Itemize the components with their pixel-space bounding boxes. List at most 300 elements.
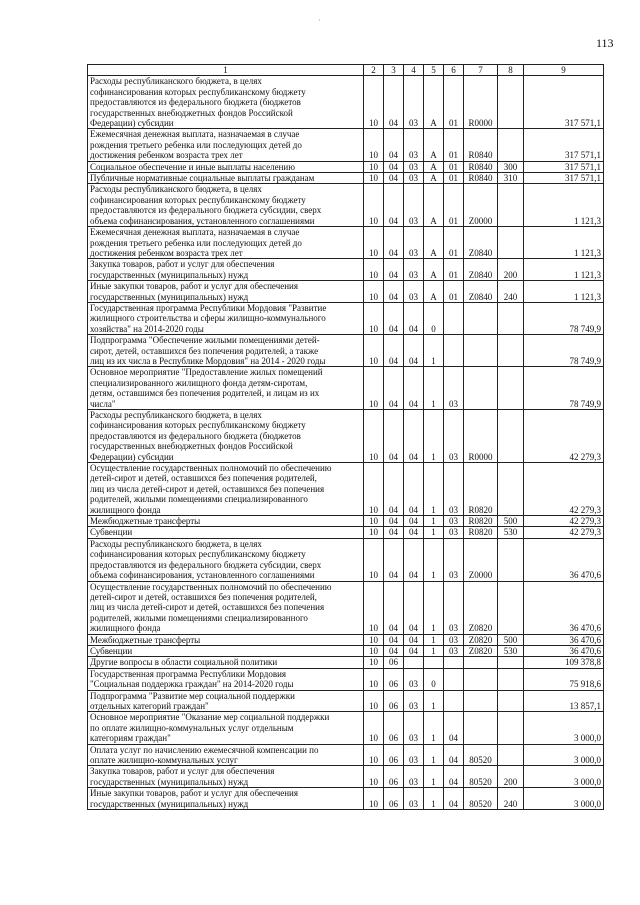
description-line: достижения ребенком возраста трех лет	[90, 247, 243, 258]
description-line: софинансирования которых республиканскому бюджету	[90, 549, 306, 560]
description-line: государственных (муниципальных) нужд	[90, 776, 249, 787]
direction-code: Z0840	[464, 281, 498, 303]
row-description	[88, 76, 364, 129]
description-line: софинансирования которых республиканскому бюджету	[90, 420, 306, 431]
event-code: 03	[444, 645, 464, 656]
direction-code	[464, 302, 498, 334]
description-line: "Социальная поддержка граждан" на 2014-2020 годы	[90, 679, 294, 690]
description-line: жилищного фонда	[90, 623, 161, 634]
direction-code: R0820	[464, 516, 498, 527]
event-code: 01	[444, 184, 464, 227]
subprogram-code: 1	[424, 410, 444, 463]
description-line: Осуществление государственных полномочий по обеспечению	[90, 463, 332, 474]
program-code: 03	[404, 281, 424, 303]
table-row	[88, 657, 604, 668]
direction-code	[464, 367, 498, 410]
subsection-code: 06	[384, 668, 404, 690]
direction-code: Z0840	[464, 259, 498, 281]
direction-code	[464, 668, 498, 690]
amount: 75 918,6	[524, 668, 604, 690]
row-description	[88, 690, 364, 712]
subsection-code: 06	[384, 657, 404, 668]
subprogram-code: А	[424, 184, 444, 227]
event-code: 03	[444, 634, 464, 645]
description-line: рождения третьего ребенка или последующих детей до	[90, 139, 302, 150]
description-line: детей-сирот и детей, оставшихся без попечения родителей,	[90, 591, 317, 602]
event-code: 01	[444, 76, 464, 129]
row-description	[88, 538, 364, 581]
section-code: 10	[364, 335, 384, 367]
section-code: 10	[364, 173, 384, 184]
description-line: отдельных категорий граждан"	[90, 700, 209, 711]
expense-type-code: 500	[498, 516, 524, 527]
subsection-code: 04	[384, 463, 404, 516]
event-code: 03	[444, 581, 464, 634]
expense-type-code	[498, 227, 524, 259]
amount: 42 279,3	[524, 516, 604, 527]
direction-code: Z0000	[464, 184, 498, 227]
description-line: жилищного фонда	[90, 504, 161, 515]
subsection-code: 06	[384, 788, 404, 810]
event-code: 03	[444, 367, 464, 410]
expense-type-code	[498, 129, 524, 161]
description-line: Другие вопросы в области социальной политики	[90, 657, 278, 668]
table-row	[88, 744, 604, 766]
direction-code: 80520	[464, 766, 498, 788]
description-line: предоставляются из федерального бюджета (бюджетов	[90, 97, 301, 108]
direction-code: R0000	[464, 76, 498, 129]
table-row	[88, 76, 604, 129]
expense-type-code	[498, 581, 524, 634]
table-row	[88, 129, 604, 161]
section-code: 10	[364, 581, 384, 634]
section-code: 10	[364, 161, 384, 172]
description-line: Расходы республиканского бюджета, в целях	[90, 184, 262, 195]
description-line: Расходы республиканского бюджета, в целях	[90, 76, 262, 87]
program-code: 03	[404, 788, 424, 810]
description-line: числа"	[90, 398, 116, 409]
row-description	[88, 227, 364, 259]
program-code: 04	[404, 527, 424, 538]
description-line: категориям граждан"	[90, 733, 171, 744]
description-line: Субвенции	[90, 645, 133, 656]
event-code: 01	[444, 161, 464, 172]
subprogram-code: 1	[424, 788, 444, 810]
description-line: жилищного строительства и сферы жилищно-коммунального	[90, 313, 326, 324]
event-code	[444, 668, 464, 690]
expense-type-code: 200	[498, 766, 524, 788]
header-cell: 7	[464, 65, 498, 76]
amount: 317 571,1	[524, 173, 604, 184]
subprogram-code: 1	[424, 645, 444, 656]
table-row	[88, 538, 604, 581]
table-row	[88, 335, 604, 367]
program-code: 03	[404, 766, 424, 788]
row-description	[88, 634, 364, 645]
row-description	[88, 161, 364, 172]
amount: 78 749,9	[524, 367, 604, 410]
subsection-code: 04	[384, 527, 404, 538]
table-row	[88, 184, 604, 227]
description-line: родителей, жилыми помещениями специализированного	[90, 494, 308, 505]
program-code: 03	[404, 161, 424, 172]
section-code: 10	[364, 690, 384, 712]
section-code: 10	[364, 259, 384, 281]
description-line: Ежемесячная денежная выплата, назначаемая в случае	[90, 129, 300, 140]
amount: 36 470,6	[524, 538, 604, 581]
program-code: 03	[404, 129, 424, 161]
subprogram-code: А	[424, 259, 444, 281]
row-description	[88, 463, 364, 516]
table-row	[88, 227, 604, 259]
expense-type-code	[498, 335, 524, 367]
subsection-code: 04	[384, 259, 404, 281]
description-line: Подпрограмма "Развитие мер социальной поддержки	[90, 690, 295, 701]
table-row	[88, 766, 604, 788]
subsection-code: 06	[384, 690, 404, 712]
program-code: 04	[404, 302, 424, 334]
row-description	[88, 668, 364, 690]
section-code: 10	[364, 367, 384, 410]
description-line: детей-сирот и детей, оставшихся без попечения родителей,	[90, 473, 317, 484]
subsection-code: 04	[384, 410, 404, 463]
subsection-code: 06	[384, 744, 404, 766]
row-description	[88, 645, 364, 656]
direction-code: Z0840	[464, 227, 498, 259]
table-row	[88, 788, 604, 810]
event-code: 01	[444, 129, 464, 161]
section-code: 10	[364, 281, 384, 303]
table-row	[88, 581, 604, 634]
program-code: 04	[404, 516, 424, 527]
row-description	[88, 766, 364, 788]
direction-code: R0820	[464, 463, 498, 516]
table-row	[88, 645, 604, 656]
amount: 42 279,3	[524, 463, 604, 516]
expense-type-code	[498, 410, 524, 463]
direction-code: R0840	[464, 161, 498, 172]
amount: 36 470,6	[524, 634, 604, 645]
subprogram-code: А	[424, 161, 444, 172]
direction-code: R0820	[464, 527, 498, 538]
subsection-code: 04	[384, 281, 404, 303]
subprogram-code: 1	[424, 463, 444, 516]
subprogram-code: 1	[424, 712, 444, 744]
description-line: государственных (муниципальных) нужд	[90, 291, 249, 302]
program-code: 04	[404, 634, 424, 645]
direction-code: R0840	[464, 173, 498, 184]
event-code: 03	[444, 516, 464, 527]
page-number: 113	[596, 36, 614, 50]
section-code: 10	[364, 766, 384, 788]
subsection-code: 04	[384, 516, 404, 527]
row-description	[88, 581, 364, 634]
event-code: 04	[444, 712, 464, 744]
row-description	[88, 302, 364, 334]
description-line: лиц из их числа в Республике Мордовия" на 2014 - 2020 годы	[90, 355, 326, 366]
description-line: Закупка товаров, работ и услуг для обеспечения	[90, 766, 275, 777]
description-line: Государственная программа Республики Мордовия	[90, 668, 287, 679]
event-code: 04	[444, 766, 464, 788]
description-line: Межбюджетные трансферты	[90, 634, 201, 645]
description-line: Иные закупки товаров, работ и услуг для обеспечения	[90, 281, 298, 292]
row-description	[88, 744, 364, 766]
subprogram-code: А	[424, 173, 444, 184]
subsection-code: 04	[384, 227, 404, 259]
direction-code: R0840	[464, 129, 498, 161]
program-code: 03	[404, 76, 424, 129]
description-line: Закупка товаров, работ и услуг для обеспечения	[90, 259, 275, 270]
description-line: Межбюджетные трансферты	[90, 516, 201, 527]
event-code: 04	[444, 744, 464, 766]
subsection-code: 04	[384, 335, 404, 367]
amount: 3 000,0	[524, 744, 604, 766]
subprogram-code: 1	[424, 538, 444, 581]
program-code: 03	[404, 259, 424, 281]
direction-code: 80520	[464, 788, 498, 810]
expense-type-code: 530	[498, 645, 524, 656]
section-code: 10	[364, 410, 384, 463]
row-description	[88, 527, 364, 538]
table-row	[88, 527, 604, 538]
table-row	[88, 367, 604, 410]
section-code: 10	[364, 463, 384, 516]
expense-type-code	[498, 657, 524, 668]
event-code: 03	[444, 527, 464, 538]
row-description	[88, 129, 364, 161]
subsection-code: 04	[384, 76, 404, 129]
row-description	[88, 335, 364, 367]
subsection-code: 04	[384, 302, 404, 334]
direction-code: Z0820	[464, 581, 498, 634]
amount: 78 749,9	[524, 335, 604, 367]
amount: 3 000,0	[524, 788, 604, 810]
description-line: государственных (муниципальных) нужд	[90, 798, 249, 809]
program-code: 04	[404, 645, 424, 656]
row-description	[88, 367, 364, 410]
direction-code: Z0820	[464, 645, 498, 656]
event-code	[444, 302, 464, 334]
table-row	[88, 690, 604, 712]
description-line: государственных (муниципальных) нужд	[90, 269, 249, 280]
direction-code	[464, 690, 498, 712]
expense-type-code: 500	[498, 634, 524, 645]
subprogram-code: 1	[424, 516, 444, 527]
description-line: предоставляются из федерального бюджета субсидии, сверх	[90, 559, 322, 570]
description-line: Федерации) субсидии	[90, 451, 174, 462]
expense-type-code	[498, 367, 524, 410]
subsection-code: 04	[384, 634, 404, 645]
description-line: Государственная программа Республики Мордовия "Развитие	[90, 302, 327, 313]
direction-code: Z0000	[464, 538, 498, 581]
subprogram-code	[424, 657, 444, 668]
subprogram-code: 1	[424, 581, 444, 634]
subsection-code: 06	[384, 766, 404, 788]
section-code: 10	[364, 645, 384, 656]
description-line: хозяйства" на 2014-2020 годы	[90, 323, 204, 334]
description-line: государственных внебюджетных фондов Российской	[90, 441, 293, 452]
amount: 42 279,3	[524, 410, 604, 463]
row-description	[88, 410, 364, 463]
description-line: специализированного жилищного фонда детям-сиротам,	[90, 377, 308, 388]
subprogram-code: 1	[424, 527, 444, 538]
subprogram-code: 1	[424, 766, 444, 788]
amount: 3 000,0	[524, 766, 604, 788]
row-description	[88, 259, 364, 281]
description-line: Основное мероприятие "Оказание мер социальной поддержки	[90, 712, 330, 723]
event-code: 04	[444, 788, 464, 810]
subsection-code: 04	[384, 184, 404, 227]
subsection-code: 04	[384, 129, 404, 161]
section-code: 10	[364, 302, 384, 334]
event-code: 01	[444, 259, 464, 281]
description-line: предоставляются из федерального бюджета субсидии, сверх	[90, 205, 322, 216]
section-code: 10	[364, 129, 384, 161]
scan-mark: ·	[318, 16, 321, 25]
description-line: Расходы республиканского бюджета, в целях	[90, 538, 262, 549]
section-code: 10	[364, 712, 384, 744]
row-description	[88, 516, 364, 527]
program-code: 04	[404, 410, 424, 463]
description-line: Публичные нормативные социальные выплаты гражданам	[90, 173, 315, 184]
program-code: 04	[404, 335, 424, 367]
table-row	[88, 712, 604, 744]
event-code: 03	[444, 463, 464, 516]
row-description	[88, 281, 364, 303]
description-line: Основное мероприятие "Предоставление жилых помещений	[90, 367, 323, 378]
table-body	[88, 76, 604, 810]
program-code: 03	[404, 227, 424, 259]
amount: 1 121,3	[524, 227, 604, 259]
row-description	[88, 657, 364, 668]
budget-table	[87, 64, 604, 810]
program-code: 03	[404, 173, 424, 184]
program-code: 04	[404, 538, 424, 581]
expense-type-code: 240	[498, 281, 524, 303]
direction-code: Z0820	[464, 634, 498, 645]
amount: 42 279,3	[524, 527, 604, 538]
header-cell: 2	[364, 65, 384, 76]
subprogram-code: 1	[424, 634, 444, 645]
description-line: лиц из числа детей-сирот и детей, оставшихся без попечения	[90, 602, 325, 613]
subsection-code: 06	[384, 712, 404, 744]
description-line: Подпрограмма "Обеспечение жилыми помещениями детей-	[90, 335, 320, 346]
section-code: 10	[364, 744, 384, 766]
expense-type-code: 300	[498, 161, 524, 172]
amount: 1 121,3	[524, 184, 604, 227]
table-row	[88, 161, 604, 172]
subprogram-code: 1	[424, 744, 444, 766]
section-code: 10	[364, 227, 384, 259]
description-line: рождения третьего ребенка или последующих детей до	[90, 237, 302, 248]
program-code: 04	[404, 581, 424, 634]
direction-code	[464, 335, 498, 367]
event-code: 03	[444, 410, 464, 463]
table-row	[88, 259, 604, 281]
table-row	[88, 668, 604, 690]
amount: 1 121,3	[524, 281, 604, 303]
subsection-code: 04	[384, 645, 404, 656]
description-line: Ежемесячная денежная выплата, назначаемая в случае	[90, 227, 300, 238]
subprogram-code: 0	[424, 302, 444, 334]
expense-type-code	[498, 184, 524, 227]
header-cell: 8	[498, 65, 524, 76]
table-row	[88, 463, 604, 516]
event-code: 01	[444, 281, 464, 303]
subsection-code: 04	[384, 173, 404, 184]
subsection-code: 04	[384, 581, 404, 634]
direction-code: R0000	[464, 410, 498, 463]
row-description	[88, 788, 364, 810]
amount: 78 749,9	[524, 302, 604, 334]
expense-type-code	[498, 463, 524, 516]
section-code: 10	[364, 634, 384, 645]
subprogram-code: 0	[424, 668, 444, 690]
section-code: 10	[364, 527, 384, 538]
amount: 13 857,1	[524, 690, 604, 712]
program-code: 04	[404, 367, 424, 410]
description-line: по оплате жилищно-коммунальных услуг отдельным	[90, 722, 294, 733]
expense-type-code	[498, 668, 524, 690]
section-code: 10	[364, 788, 384, 810]
table-row	[88, 516, 604, 527]
program-code: 03	[404, 690, 424, 712]
header-cell: 5	[424, 65, 444, 76]
row-description	[88, 173, 364, 184]
subprogram-code: 1	[424, 367, 444, 410]
subsection-code: 04	[384, 161, 404, 172]
subprogram-code: 1	[424, 335, 444, 367]
subprogram-code: А	[424, 76, 444, 129]
table-row	[88, 302, 604, 334]
amount: 317 571,1	[524, 161, 604, 172]
table-row	[88, 634, 604, 645]
amount: 109 378,8	[524, 657, 604, 668]
program-code	[404, 657, 424, 668]
subprogram-code: А	[424, 129, 444, 161]
description-line: сирот, детей, оставшихся без попечения родителей, а также	[90, 345, 319, 356]
row-description	[88, 712, 364, 744]
expense-type-code	[498, 712, 524, 744]
row-description	[88, 184, 364, 227]
description-line: Иные закупки товаров, работ и услуг для обеспечения	[90, 788, 298, 799]
program-code: 03	[404, 184, 424, 227]
section-code: 10	[364, 657, 384, 668]
program-code: 04	[404, 463, 424, 516]
subprogram-code: 1	[424, 690, 444, 712]
subprogram-code: А	[424, 227, 444, 259]
program-code: 03	[404, 744, 424, 766]
description-line: Осуществление государственных полномочий по обеспечению	[90, 581, 332, 592]
description-line: оплате жилищно-коммунальных услуг	[90, 755, 238, 765]
description-line: лиц из числа детей-сирот и детей, оставшихся без попечения	[90, 483, 325, 494]
expense-type-code: 530	[498, 527, 524, 538]
direction-code	[464, 712, 498, 744]
description-line: предоставляются из федерального бюджета (бюджетов	[90, 430, 301, 441]
description-line: Расходы республиканского бюджета, в целях	[90, 410, 262, 420]
program-code: 03	[404, 712, 424, 744]
table-row	[88, 410, 604, 463]
event-code: 03	[444, 538, 464, 581]
event-code	[444, 335, 464, 367]
header-cell: 9	[524, 65, 604, 76]
subsection-code: 04	[384, 538, 404, 581]
table-header-row	[88, 65, 604, 76]
description-line: Оплата услуг по начислению ежемесячной компенсации по	[90, 744, 319, 755]
amount: 317 571,1	[524, 129, 604, 161]
section-code: 10	[364, 538, 384, 581]
amount: 1 121,3	[524, 259, 604, 281]
